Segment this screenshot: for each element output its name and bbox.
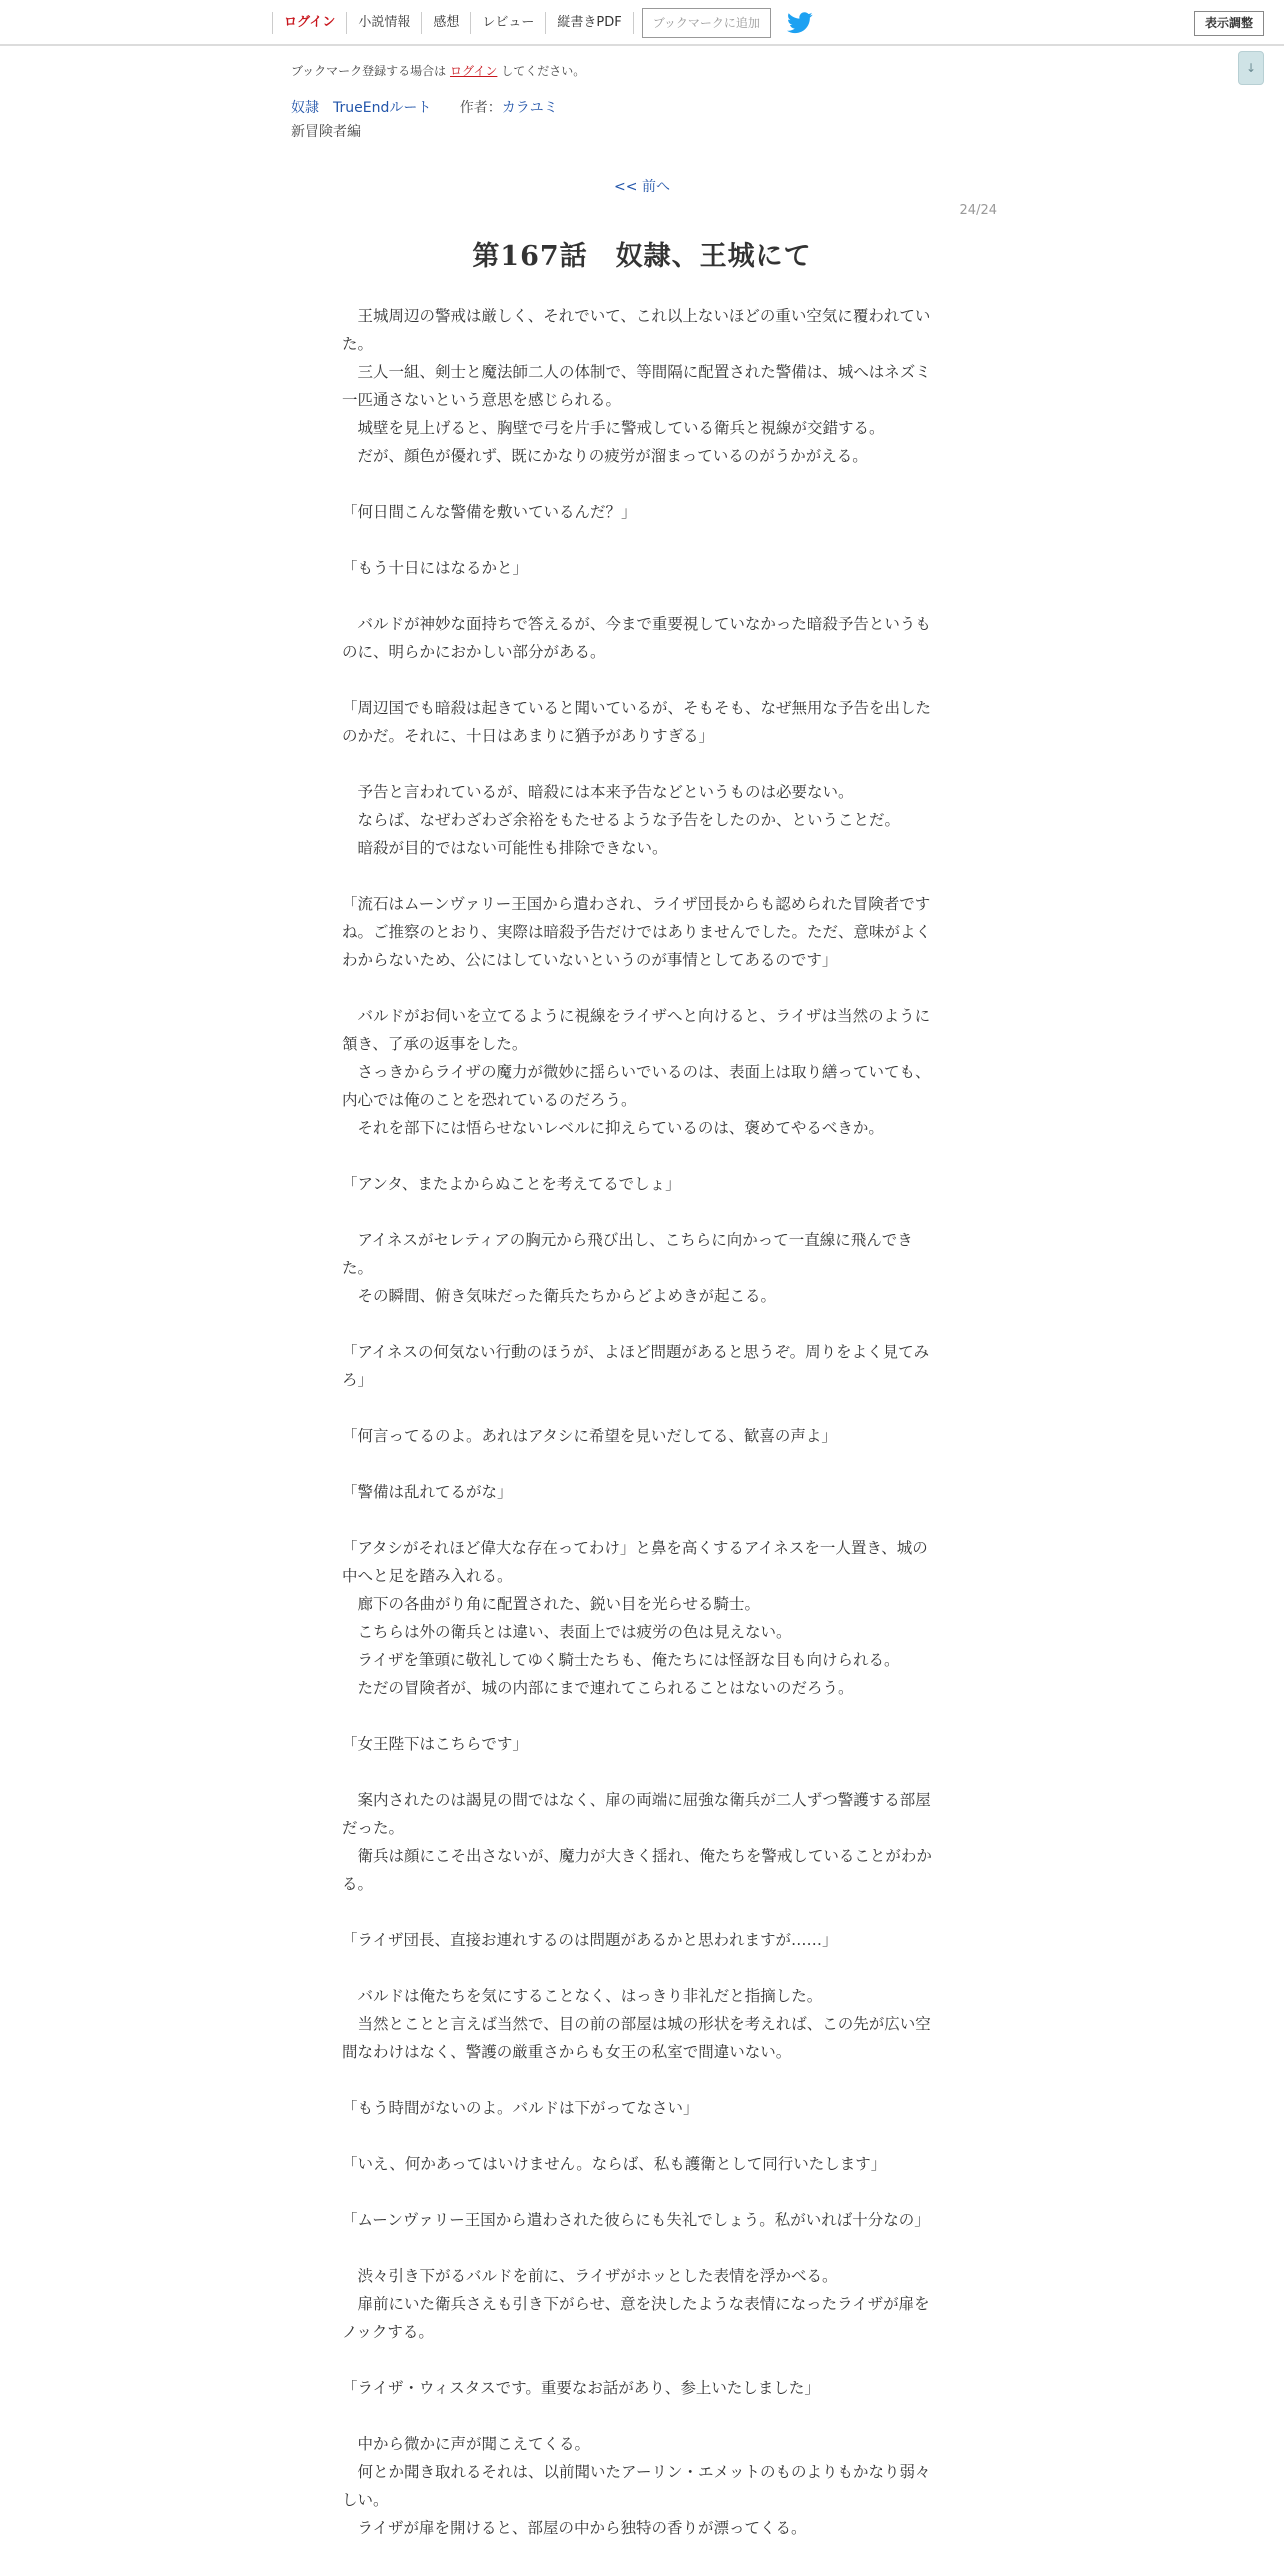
body-paragraph — [342, 974, 942, 1002]
body-paragraph: さっきからライザの魔力が微妙に揺らいでいるのは、表面上は取り繕っていても、内心では俺のことを恐れているのだろう。 — [342, 1063, 931, 1109]
body-paragraph: 衛兵は顔にこそ出さないが、魔力が大きく揺れ、俺たちを警戒していることがわかる。 — [342, 1847, 932, 1893]
body-paragraph: アイネスがセレティアの胸元から飛び出し、こちらに向かって一直線に飛んできた。 — [342, 1231, 913, 1277]
body-paragraph: 「何日間こんな警備を敷いているんだ？」 — [342, 503, 637, 521]
body-paragraph: 「ライザ団長、直接お連れするのは問題があるかと思われますが……」 — [342, 1931, 838, 1949]
author-label: 作者： — [459, 100, 502, 116]
series-title-link[interactable]: 奴隷 TrueEndルート — [291, 100, 432, 116]
body-paragraph — [342, 1450, 942, 1478]
body-paragraph — [342, 2346, 942, 2374]
body-paragraph: 何とか聞き取れるそれは、以前聞いたアーリン・エメットのものよりもかなり弱々しい。 — [342, 2463, 931, 2509]
body-paragraph — [342, 666, 942, 694]
body-paragraph — [342, 2402, 942, 2430]
body-paragraph: 「ムーンヴァリー王国から遣わされた彼らにも失礼でしょう。私がいれば十分なの」 — [342, 2211, 930, 2229]
nav-links — [272, 0, 813, 46]
display-settings-button[interactable]: 表示調整 — [1194, 11, 1264, 36]
body-paragraph — [342, 1142, 942, 1170]
twitter-bird-icon[interactable] — [787, 12, 813, 34]
body-paragraph: 「警備は乱れてるがな」 — [342, 1483, 513, 1501]
body-paragraph: 三人一組、剣士と魔法師二人の体制で、等間隔に配置された警備は、城へはネズミ一匹通さないという意思を感じられる。 — [342, 363, 931, 409]
nav-impressions-link[interactable]: 感想 — [421, 12, 470, 34]
body-paragraph — [342, 526, 942, 554]
body-paragraph: 「女王陛下はこちらです」 — [342, 1735, 528, 1753]
nav-login-link[interactable]: ログイン — [272, 12, 346, 34]
scroll-down-button[interactable]: ↓ — [1238, 51, 1264, 85]
body-paragraph: 城壁を見上げると、胸壁で弓を片手に警戒している衛兵と視線が交錯する。 — [342, 419, 885, 437]
body-paragraph: バルドは俺たちを気にすることなく、はっきり非礼だと指摘した。 — [342, 1987, 823, 2005]
body-paragraph — [342, 862, 942, 890]
prev-page-link[interactable]: << 前へ — [614, 179, 670, 195]
body-paragraph: 扉前にいた衛兵さえも引き下がらせ、意を決したような表情になったライザが扉をノックする。 — [342, 2295, 930, 2341]
body-paragraph — [342, 750, 942, 778]
chapter-title: 第167話 奴隷、王城にて — [472, 241, 812, 272]
body-paragraph: 中から微かに声が聞こえてくる。 — [342, 2435, 591, 2453]
nav-novel-info-link[interactable]: 小説情報 — [346, 12, 421, 34]
body-paragraph — [342, 470, 942, 498]
page-count: 24/24 — [959, 203, 997, 218]
top-navigation-bar — [0, 0, 1284, 46]
bookmark-login-note — [291, 62, 585, 79]
body-paragraph: ライザを筆頭に敬礼してゆく騎士たちも、俺たちには怪訝な目も向けられる。 — [342, 1651, 900, 1669]
body-paragraph — [342, 2234, 942, 2262]
body-paragraph: 「ライザ・ウィスタスです。重要なお話があり、参上いたしました」 — [342, 2379, 820, 2397]
body-paragraph: 「アイネスの何気ない行動のほうが、よほど問題があると思うぞ。周りをよく見てみろ」 — [342, 1343, 930, 1389]
body-paragraph: 廊下の各曲がり角に配置された、鋭い目を光らせる騎士。 — [342, 1595, 761, 1613]
body-paragraph: 「もう十日にはなるかと」 — [342, 559, 529, 577]
body-paragraph: 暗殺が目的ではない可能性も排除できない。 — [342, 839, 668, 857]
nav-review-link[interactable]: レビュー — [470, 12, 545, 34]
login-note-suffix: してください。 — [497, 64, 586, 78]
login-note-link[interactable]: ログイン — [449, 64, 498, 78]
body-paragraph — [342, 582, 942, 610]
body-paragraph — [342, 2178, 942, 2206]
body-paragraph — [342, 1506, 942, 1534]
series-info — [291, 97, 558, 117]
body-paragraph — [342, 1198, 942, 1226]
author-name-link[interactable]: カラユミ — [501, 100, 558, 116]
body-paragraph: バルドが神妙な面持ちで答えるが、今まで重要視していなかった暗殺予告というものに、明らかにおかしい部分がある。 — [342, 615, 931, 661]
body-paragraph: ライザが扉を開けると、部屋の中から独特の香りが漂ってくる。 — [342, 2519, 807, 2537]
body-paragraph: 「周辺国でも暗殺は起きていると聞いているが、そもそも、なぜ無用な予告を出したのかだ。それに、十日はあまりに猶予がありすぎる」 — [342, 699, 932, 745]
body-paragraph: 案内されたのは謁見の間ではなく、扉の両端に屈強な衛兵が二人ずつ警護する部屋だった。 — [342, 1791, 931, 1837]
body-paragraph: その瞬間、俯き気味だった衛兵たちからどよめきが起こる。 — [342, 1287, 777, 1305]
prev-page-nav — [0, 176, 1284, 196]
body-paragraph: ただの冒険者が、城の内部にまで連れてこられることはないのだろう。 — [342, 1679, 854, 1697]
body-paragraph — [342, 1394, 942, 1422]
bookmark-add-button[interactable]: ブックマークに追加 — [642, 8, 771, 38]
body-paragraph: 当然とことと言えば当然で、目の前の部屋は城の形状を考えれば、この先が広い空間なわけはなく、警護の厳重さからも女王の私室で間違いない。 — [342, 2015, 931, 2061]
body-paragraph — [342, 2066, 942, 2094]
nav-vertical-pdf-link[interactable]: 縦書きPDF — [545, 12, 633, 34]
login-note-prefix: ブックマーク登録する場合は — [291, 64, 450, 78]
body-paragraph: 「何言ってるのよ。あれはアタシに希望を見いだしてる、歓喜の声よ」 — [342, 1427, 837, 1445]
body-paragraph: ならば、なぜわざわざ余裕をもたせるような予告をしたのか、ということだ。 — [342, 811, 901, 829]
body-paragraph: 「アタシがそれほど偉大な存在ってわけ」と鼻を高くするアイネスを一人置き、城の中へと足を踏み入れる。 — [342, 1539, 928, 1585]
body-paragraph: 「もう時間がないのよ。バルドは下がってなさい」 — [342, 2099, 699, 2117]
body-paragraph: 渋々引き下がるバルドを前に、ライザがホッとした表情を浮かべる。 — [342, 2267, 838, 2285]
novel-body — [342, 302, 942, 2542]
body-paragraph: 予告と言われているが、暗殺には本来予告などというものは必要ない。 — [342, 783, 854, 801]
body-paragraph — [342, 1758, 942, 1786]
body-paragraph: 「いえ、何かあってはいけません。ならば、私も護衛として同行いたします」 — [342, 2155, 887, 2173]
body-paragraph — [342, 1702, 942, 1730]
body-paragraph: だが、顔色が優れず、既にかなりの疲労が溜まっているのがうかがえる。 — [342, 447, 868, 465]
chapter-group-title: 新冒険者編 — [291, 124, 361, 140]
body-paragraph — [342, 1898, 942, 1926]
body-paragraph: こちらは外の衛兵とは違い、表面上では疲労の色は見えない。 — [342, 1623, 792, 1641]
body-paragraph: それを部下には悟らせないレベルに抑えらているのは、褒めてやるべきか。 — [342, 1119, 884, 1137]
body-paragraph: 「流石はムーンヴァリー王国から遣わされ、ライザ団長からも認められた冒険者ですね。ご推察のとおり、実際は暗殺予告だけではありませんでした。ただ、意味がよくわからないため、公にはしていないというのが事情としてあるのです」 — [342, 895, 932, 969]
body-paragraph — [342, 2122, 942, 2150]
body-paragraph — [342, 1954, 942, 1982]
body-paragraph: バルドがお伺いを立てるように視線をライザへと向けると、ライザは当然のように頷き、了承の返事をした。 — [342, 1007, 931, 1053]
body-paragraph — [342, 1310, 942, 1338]
body-paragraph: 王城周辺の警戒は厳しく、それでいて、これ以上ないほどの重い空気に覆われていた。 — [342, 307, 931, 353]
body-paragraph: 「アンタ、またよからぬことを考えてるでしょ」 — [342, 1175, 681, 1193]
